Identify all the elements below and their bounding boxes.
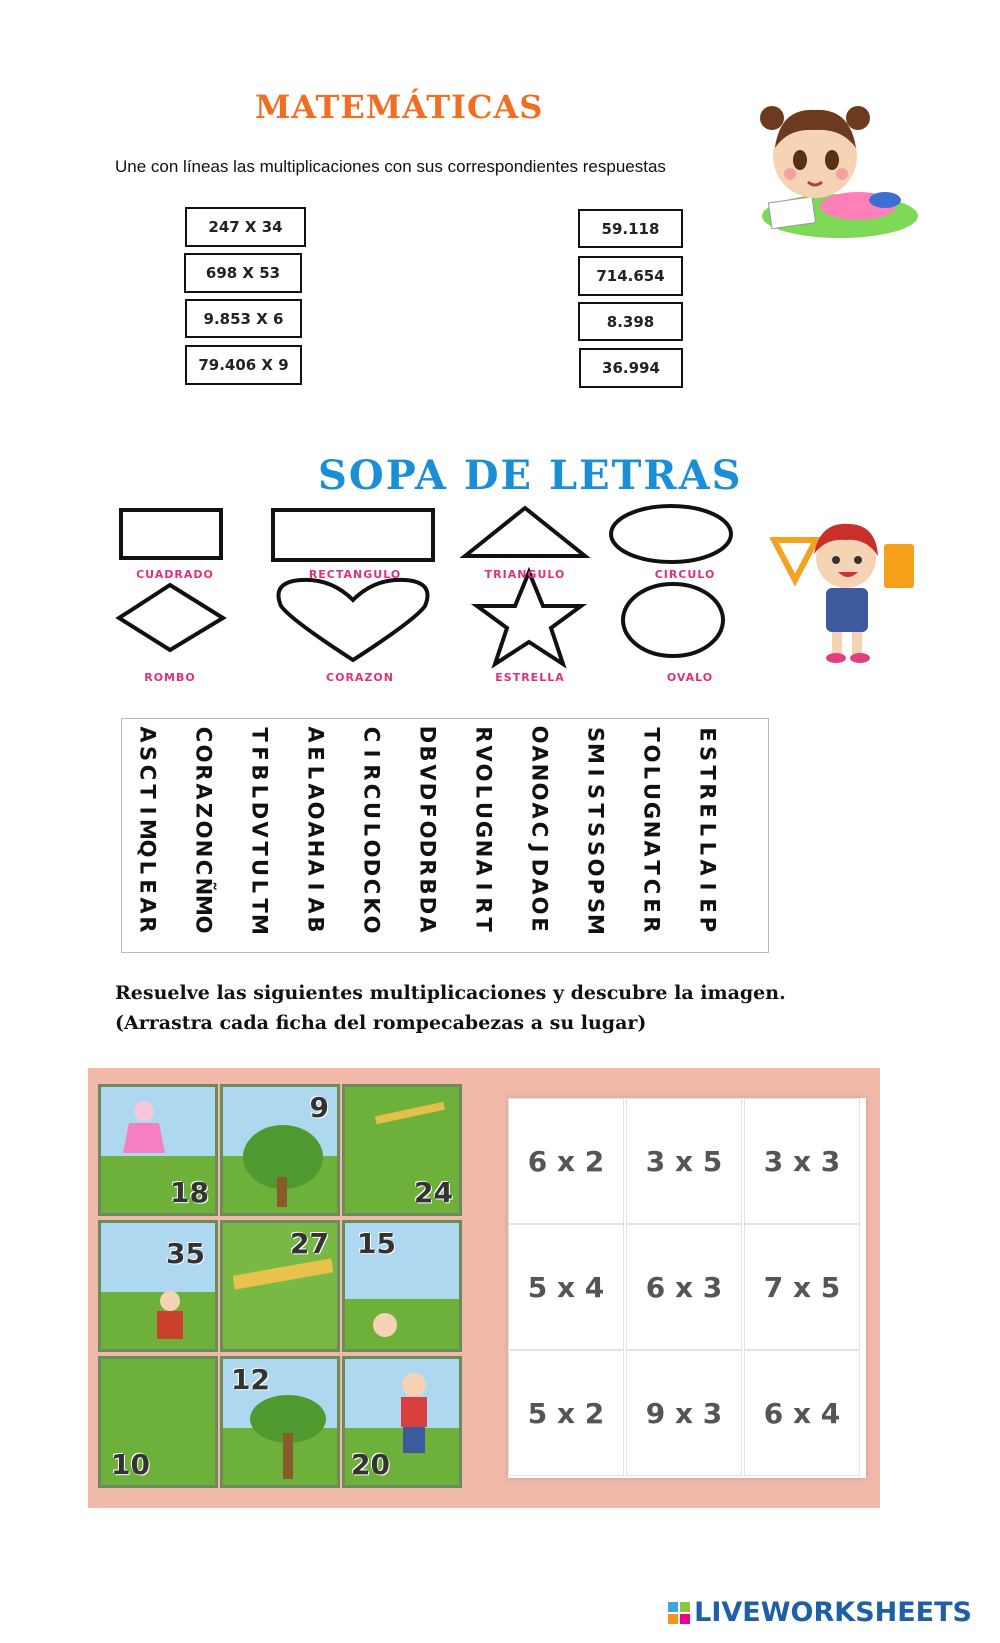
grid-letter[interactable]: A — [303, 783, 328, 800]
shape-label-triangulo: TRIANGULO — [484, 568, 566, 581]
grid-column-5 — [360, 725, 382, 934]
grid-column-9 — [584, 725, 606, 934]
footer-brand — [668, 1597, 972, 1628]
shape-label-rombo: ROMBO — [144, 671, 196, 684]
title-sopa-de-letras: SOPA DE LETRAS — [318, 452, 743, 499]
grid-letter[interactable]: M — [135, 819, 160, 840]
grid-letter[interactable]: D — [415, 839, 440, 858]
grid-letter[interactable]: B — [415, 878, 440, 895]
grid-letter[interactable]: R — [471, 897, 496, 914]
grid-letter[interactable]: B — [415, 745, 440, 762]
triangle-icon — [465, 508, 585, 556]
grid-letter[interactable]: O — [191, 915, 216, 934]
shape-label-estrella: ESTRELLA — [495, 671, 565, 684]
word-search-grid — [121, 718, 769, 953]
grid-letter[interactable]: R — [359, 764, 384, 781]
grid-letter[interactable]: I — [359, 749, 384, 758]
grid-letter[interactable]: E — [695, 898, 720, 913]
grid-letter[interactable]: A — [303, 726, 328, 743]
grid-letter[interactable]: A — [639, 840, 664, 857]
board-cell[interactable]: 6 x 2 — [508, 1098, 624, 1224]
shape-label-corazon: CORAZON — [326, 671, 394, 684]
grid-letter[interactable]: R — [695, 783, 720, 800]
instruction-match: Une con líneas las multiplicaciones con sus correspondientes respuestas — [115, 157, 666, 176]
puzzle-tile[interactable] — [342, 1084, 462, 1216]
grid-letter[interactable]: T — [695, 765, 720, 780]
grid-letter[interactable]: T — [247, 727, 272, 742]
instruction-puzzle — [115, 978, 786, 1038]
puzzle-tile[interactable] — [98, 1084, 218, 1216]
grid-column-4 — [304, 725, 326, 934]
answer-box-1[interactable]: 59.118 — [578, 209, 683, 248]
grid-letter[interactable]: A — [695, 859, 720, 876]
board-cell[interactable]: 6 x 4 — [744, 1350, 860, 1476]
board-cell[interactable]: 3 x 3 — [744, 1098, 860, 1224]
grid-letter[interactable]: L — [471, 784, 496, 799]
grid-letter[interactable]: P — [695, 916, 720, 933]
grid-letter[interactable]: O — [191, 820, 216, 839]
board-cell[interactable]: 3 x 5 — [626, 1098, 742, 1224]
grid-letter[interactable]: A — [303, 859, 328, 876]
grid-letter[interactable]: J — [527, 844, 552, 853]
grid-letter[interactable]: A — [527, 745, 552, 762]
answer-box-3[interactable]: 8.398 — [578, 302, 683, 341]
oval-icon — [623, 584, 723, 656]
answer-box-4[interactable]: 36.994 — [579, 348, 683, 388]
grid-letter[interactable]: Z — [191, 802, 216, 819]
grid-letter[interactable]: H — [303, 839, 328, 858]
answer-box-2[interactable]: 714.654 — [578, 256, 683, 296]
tile-number: 15 — [357, 1227, 396, 1260]
grid-letter[interactable]: S — [583, 726, 608, 743]
board-cell[interactable]: 9 x 3 — [626, 1350, 742, 1476]
grid-letter[interactable]: O — [527, 896, 552, 915]
grid-letter[interactable]: T — [583, 803, 608, 818]
multiplication-box-2[interactable]: 698 X 53 — [184, 253, 302, 293]
grid-letter[interactable]: C — [359, 878, 384, 895]
grid-letter[interactable]: Q — [135, 839, 160, 858]
puzzle-tile[interactable] — [98, 1356, 218, 1488]
title-matematicas: MATEMÁTICAS — [255, 88, 544, 126]
grid-letter[interactable]: O — [303, 801, 328, 820]
grid-letter[interactable]: B — [247, 764, 272, 781]
multiplication-box-1[interactable]: 247 X 34 — [185, 207, 306, 247]
grid-letter[interactable]: U — [639, 782, 664, 801]
grid-letter[interactable]: A — [135, 726, 160, 743]
grid-letter[interactable]: I — [583, 768, 608, 777]
tile-number: 9 — [309, 1091, 329, 1124]
grid-letter[interactable]: F — [415, 803, 440, 818]
grid-letter[interactable]: C — [639, 878, 664, 895]
board-cell[interactable]: 6 x 3 — [626, 1224, 742, 1350]
grid-letter[interactable]: T — [247, 841, 272, 856]
grid-letter[interactable]: G — [639, 801, 664, 820]
grid-letter[interactable]: F — [247, 746, 272, 761]
grid-letter[interactable]: C — [191, 726, 216, 743]
grid-letter[interactable]: L — [695, 822, 720, 837]
grid-letter[interactable]: M — [191, 895, 216, 916]
grid-column-11 — [696, 725, 718, 934]
shape-label-cuadrado: CUADRADO — [136, 568, 214, 581]
grid-letter[interactable]: D — [415, 896, 440, 915]
grid-letter[interactable]: O — [415, 820, 440, 839]
grid-letter[interactable]: S — [583, 897, 608, 914]
grid-letter[interactable]: S — [135, 745, 160, 762]
grid-letter[interactable]: D — [359, 858, 384, 877]
grid-letter[interactable]: A — [303, 821, 328, 838]
tile-number: 10 — [111, 1448, 150, 1481]
heart-icon — [279, 580, 428, 660]
puzzle-board — [508, 1098, 866, 1478]
grid-letter[interactable]: O — [191, 744, 216, 763]
instruction-puzzle-line1: Resuelve las siguientes multiplicaciones y descubre la imagen. — [115, 982, 786, 1004]
grid-letter[interactable]: U — [471, 801, 496, 820]
grid-letter[interactable]: E — [303, 746, 328, 761]
grid-letter[interactable]: S — [695, 745, 720, 762]
puzzle-tile[interactable] — [220, 1084, 340, 1216]
grid-letter[interactable]: V — [247, 821, 272, 838]
grid-column-2 — [192, 725, 214, 934]
grid-letter[interactable]: A — [191, 783, 216, 800]
grid-letter[interactable]: O — [359, 839, 384, 858]
grid-letter[interactable]: T — [471, 917, 496, 932]
grid-letter[interactable]: L — [695, 841, 720, 856]
grid-letter[interactable]: C — [191, 859, 216, 876]
grid-letter[interactable]: S — [583, 840, 608, 857]
shape-label-ovalo: OVALO — [666, 671, 714, 684]
grid-letter[interactable]: O — [359, 915, 384, 934]
grid-letter[interactable]: A — [415, 916, 440, 933]
grid-letter[interactable]: O — [471, 763, 496, 782]
tile-number: 27 — [290, 1227, 329, 1260]
grid-letter[interactable]: I — [471, 882, 496, 891]
square-icon — [121, 510, 221, 558]
shape-label-circulo: CIRCULO — [654, 568, 716, 581]
grid-column-1 — [136, 725, 158, 934]
grid-letter[interactable]: R — [639, 916, 664, 933]
grid-letter[interactable]: U — [247, 858, 272, 877]
circle-icon — [611, 506, 731, 562]
star-icon — [477, 572, 581, 664]
grid-letter[interactable]: C — [527, 821, 552, 838]
grid-letter[interactable]: E — [135, 879, 160, 894]
grid-column-3 — [248, 725, 270, 934]
grid-letter[interactable]: N — [191, 839, 216, 858]
grid-letter[interactable]: V — [471, 745, 496, 762]
grid-letter[interactable]: L — [303, 765, 328, 780]
grid-letter[interactable]: A — [135, 897, 160, 914]
grid-letter[interactable]: T — [639, 860, 664, 875]
board-cell[interactable]: 5 x 2 — [508, 1350, 624, 1476]
grid-letter[interactable]: L — [135, 860, 160, 875]
grid-letter[interactable]: L — [247, 784, 272, 799]
board-cell[interactable]: 7 x 5 — [744, 1224, 860, 1350]
grid-letter[interactable]: S — [583, 783, 608, 800]
grid-letter[interactable]: O — [639, 744, 664, 763]
grid-letter[interactable]: N — [527, 763, 552, 782]
grid-letter[interactable]: R — [191, 764, 216, 781]
grid-column-8 — [528, 725, 550, 934]
grid-letter[interactable]: E — [695, 803, 720, 818]
grid-letter[interactable]: R — [471, 726, 496, 743]
girl-drawing-illustration — [750, 88, 930, 248]
grid-letter[interactable]: N — [639, 820, 664, 839]
grid-letter[interactable]: A — [303, 897, 328, 914]
grid-letter[interactable]: O — [527, 782, 552, 801]
grid-letter[interactable]: D — [247, 801, 272, 820]
tile-number: 18 — [170, 1176, 209, 1209]
grid-letter[interactable]: G — [471, 820, 496, 839]
board-cell[interactable]: 5 x 4 — [508, 1224, 624, 1350]
grid-column-7 — [472, 725, 494, 934]
grid-letter[interactable]: P — [583, 878, 608, 895]
grid-letter[interactable]: Ñ — [191, 877, 216, 896]
grid-letter[interactable]: U — [359, 801, 384, 820]
multiplication-box-3[interactable]: 9.853 X 6 — [185, 299, 302, 338]
grid-letter[interactable]: R — [135, 916, 160, 933]
grid-column-10 — [640, 725, 662, 934]
puzzle-area — [88, 1068, 880, 1508]
grid-letter[interactable]: E — [639, 898, 664, 913]
grid-letter[interactable]: C — [359, 783, 384, 800]
tile-number: 12 — [231, 1363, 270, 1396]
grid-letter[interactable]: D — [527, 858, 552, 877]
puzzle-tile[interactable] — [342, 1356, 462, 1488]
shape-label-rectangulo: RECTANGULO — [308, 568, 402, 581]
grid-letter[interactable]: A — [527, 878, 552, 895]
grid-letter[interactable]: M — [247, 914, 272, 935]
grid-letter[interactable]: D — [415, 725, 440, 744]
rectangle-icon — [273, 510, 433, 560]
grid-letter[interactable]: K — [359, 897, 384, 914]
grid-letter[interactable]: L — [359, 822, 384, 837]
grid-letter[interactable]: E — [527, 917, 552, 932]
grid-letter[interactable]: N — [471, 839, 496, 858]
grid-letter[interactable]: A — [471, 859, 496, 876]
grid-letter[interactable]: I — [303, 882, 328, 891]
rhombus-icon — [119, 585, 223, 650]
grid-letter[interactable]: C — [359, 726, 384, 743]
liveworksheets-logo-icon — [668, 1602, 690, 1624]
grid-letter[interactable]: S — [583, 821, 608, 838]
puzzle-tile[interactable] — [98, 1220, 218, 1352]
grid-letter[interactable]: T — [247, 898, 272, 913]
puzzle-tile[interactable] — [220, 1356, 340, 1488]
grid-letter[interactable]: T — [135, 784, 160, 799]
grid-letter[interactable]: O — [583, 858, 608, 877]
multiplication-box-4[interactable]: 79.406 X 9 — [185, 345, 302, 385]
grid-letter[interactable]: I — [135, 806, 160, 815]
grid-letter[interactable]: L — [639, 765, 664, 780]
grid-letter[interactable]: M — [583, 743, 608, 764]
grid-letter[interactable]: L — [247, 879, 272, 894]
tile-number: 35 — [166, 1237, 205, 1270]
tile-number: 20 — [351, 1448, 390, 1481]
grid-letter[interactable]: R — [415, 859, 440, 876]
grid-letter[interactable]: O — [527, 725, 552, 744]
instruction-puzzle-line2: (Arrastra cada ficha del rompecabezas a su lugar) — [115, 1012, 647, 1034]
grid-letter[interactable]: A — [527, 802, 552, 819]
grid-letter[interactable]: D — [415, 782, 440, 801]
grid-letter[interactable]: M — [583, 914, 608, 935]
girl-with-ruler-illustration — [770, 510, 920, 670]
grid-letter[interactable]: I — [695, 882, 720, 891]
grid-letter[interactable]: T — [639, 727, 664, 742]
puzzle-tile[interactable] — [220, 1220, 340, 1352]
grid-letter[interactable]: E — [695, 727, 720, 742]
grid-letter[interactable]: V — [415, 764, 440, 781]
puzzle-tile[interactable] — [342, 1220, 462, 1352]
grid-letter[interactable]: C — [135, 764, 160, 781]
footer-brand-text: LIVEWORKSHEETS — [694, 1597, 972, 1628]
shapes-panel — [115, 500, 755, 680]
grid-column-6 — [416, 725, 438, 934]
tile-number: 24 — [414, 1176, 453, 1209]
grid-letter[interactable]: B — [303, 916, 328, 933]
